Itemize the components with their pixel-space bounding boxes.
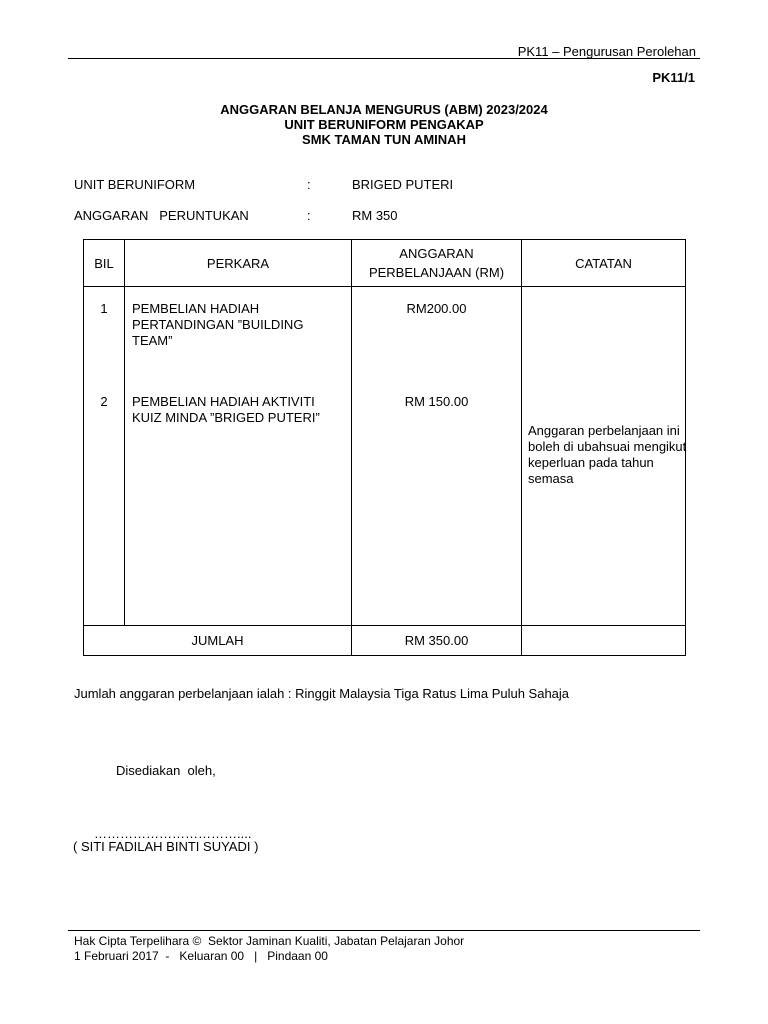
prepared-by-label: Disediakan oleh, [116,763,216,778]
table-body-row [84,287,686,626]
remark-column [522,287,686,626]
info-separator: : [307,177,311,192]
item-2-amount: RM 150.00 [404,394,469,409]
header-anggaran: ANGGARAN PERBELANJAAN (RM) [352,240,522,287]
item-1-bil: 1 [100,301,108,316]
perkara-column [125,287,352,626]
bil-column [84,287,125,626]
item-1-description: PEMBELIAN HADIAH PERTANDINGAN ”BUILDING TEAM” [132,301,304,348]
footer-rule [68,930,700,931]
footer-copyright: Hak Cipta Terpelihara © Sektor Jaminan Kualiti, Jabatan Pelajaran Johor [74,934,465,948]
amount-column [352,287,522,626]
document-code: PK11/1 [652,70,695,85]
table-total-row [84,626,686,656]
item-1-amount: RM200.00 [406,301,467,316]
title-line-3: SMK TAMAN TUN AMINAH [302,132,466,147]
header-rule [68,58,700,59]
item-2-description: PEMBELIAN HADIAH AKTIVITI KUIZ MINDA ”BRIGED PUTERI” [132,394,320,425]
header-perkara: PERKARA [125,240,352,287]
remark-text: Anggaran perbelanjaan ini boleh di ubahsuai mengikut keperluan pada tahun semasa [528,423,687,486]
budget-table [83,239,686,656]
signature-line: …………………………….... [94,826,252,841]
info-value-unit: BRIGED PUTERI [352,177,454,192]
header-catatan: CATATAN [522,240,686,287]
total-value: RM 350.00 [352,626,522,656]
summary-text: Jumlah anggaran perbelanjaan ialah : Ringgit Malaysia Tiga Ratus Lima Puluh Sahaja [74,686,570,701]
header-reference: PK11 – Pengurusan Perolehan [517,44,696,59]
info-label-allocation: ANGGARAN PERUNTUKAN [74,208,249,223]
info-value-allocation: RM 350 [352,208,398,223]
title-line-1: ANGGARAN BELANJA MENGURUS (ABM) 2023/2024 [220,102,548,117]
header-bil: BIL [84,240,125,287]
table-header-row [84,240,686,287]
total-remark-cell [522,626,686,656]
title-line-2: UNIT BERUNIFORM PENGAKAP [284,117,484,132]
info-separator: : [307,208,311,223]
signatory-name: ( SITI FADILAH BINTI SUYADI ) [73,839,259,854]
item-2-bil: 2 [100,394,108,409]
footer-revision: 1 Februari 2017 - Keluaran 00 | Pindaan 00 [74,949,328,963]
info-label-unit: UNIT BERUNIFORM [74,177,196,192]
total-label: JUMLAH [84,626,352,656]
